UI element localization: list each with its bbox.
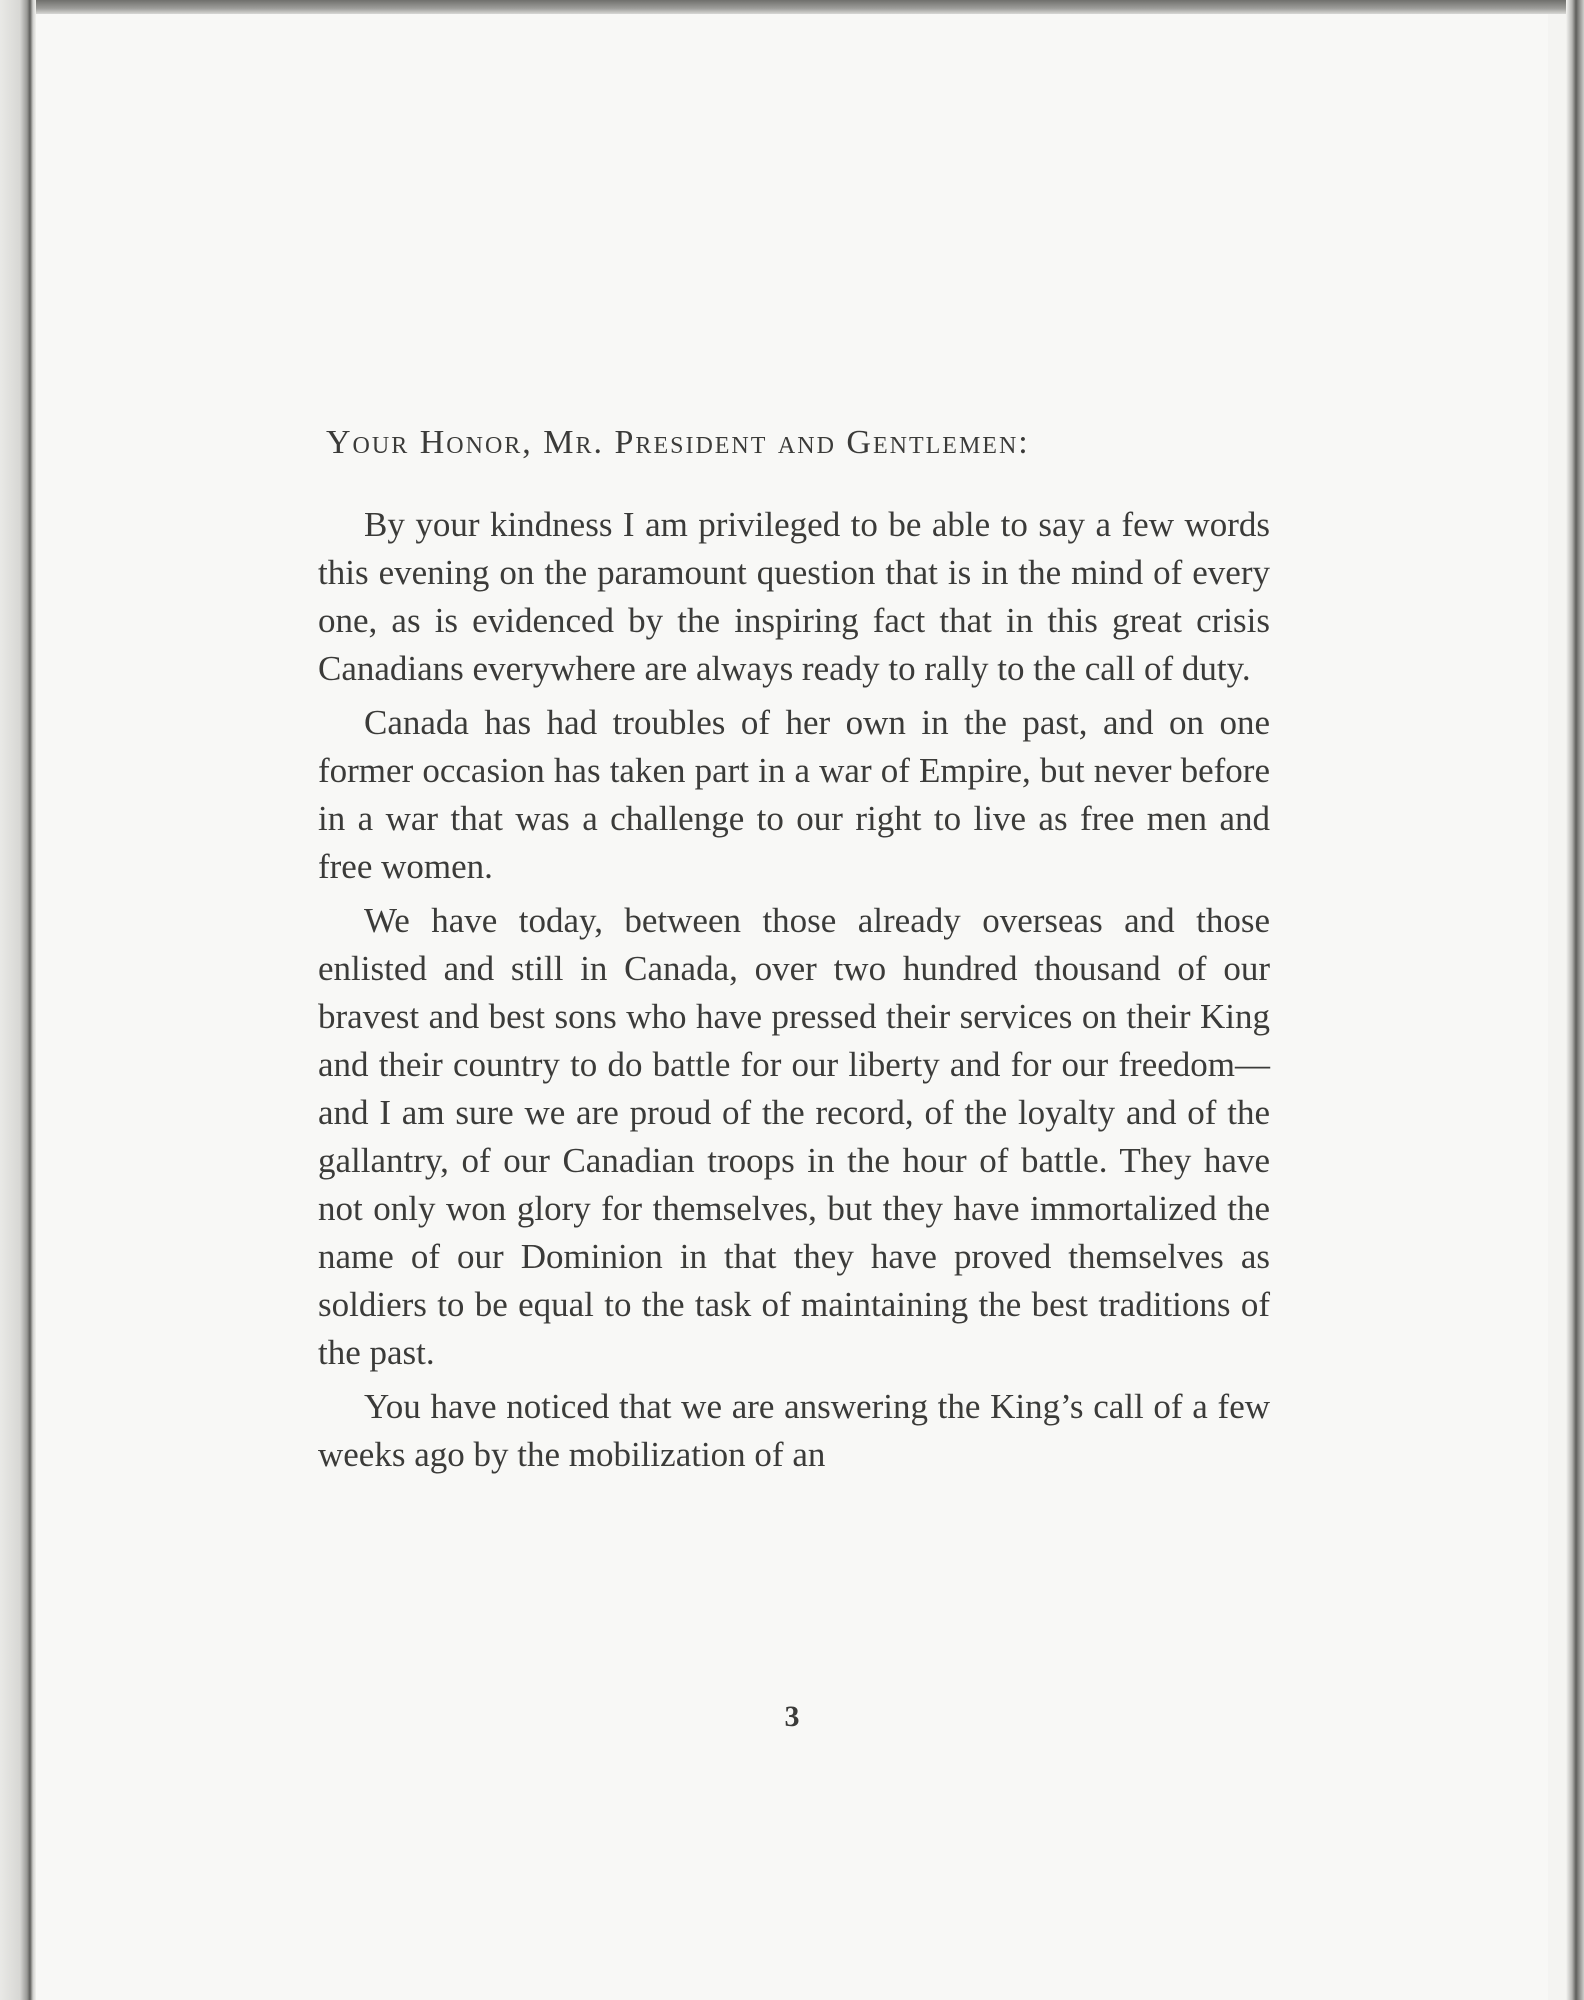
- paragraph: You have noticed that we are answering the King’s call of a few weeks ago by the mobilization of an: [318, 1387, 1270, 1474]
- body-text: [318, 413, 1270, 1485]
- salutation: Your Honor, Mr. President and Gentlemen:: [326, 424, 1030, 461]
- scan-top-border: [0, 0, 1584, 14]
- paragraph: Canada has had troubles of her own in the past, and on one former occasion has taken part in a war of Empire, but never before in a war that was a challenge to our right to live as free men and free women.: [318, 703, 1270, 886]
- paragraph: By your kindness I am privileged to be able to say a few words this evening on the paramount question that is in the mind of every one, as is evidenced by the inspiring fact that in this great crisis Canadians everywhere are always ready to rally to the call of duty.: [318, 505, 1270, 688]
- page-number: 3: [784, 1700, 800, 1733]
- paragraph: We have today, between those already overseas and those enlisted and still in Canada, over two hundred thousand of our bravest and best sons who have pressed their services on their King and their country to do battle for our liberty and for our freedom—and I am sure we are proud of the record, of the loyalty and of the gallantry, of our Canadian troops in the hour of battle. They have not only won glory for themselves, but they have immortalized the name of our Dominion in that they have proved themselves as soldiers to be equal to the task of maintaining the best traditions of the past.: [318, 901, 1270, 1372]
